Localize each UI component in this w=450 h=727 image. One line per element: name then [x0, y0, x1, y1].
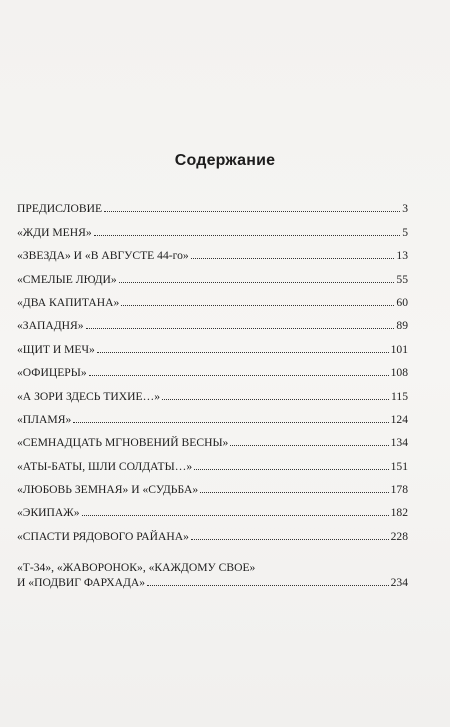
toc-entry — [17, 379, 408, 402]
dot-leader — [147, 585, 389, 586]
toc-entry-title: «ОФИЦЕРЫ» — [17, 366, 87, 380]
dot-leader — [162, 399, 389, 400]
toc-entry — [17, 449, 408, 472]
toc-entry-title: «ЗВЕЗДА» И «В АВГУСТЕ 44-го» — [17, 249, 189, 263]
toc-entry-second-line — [17, 576, 408, 589]
toc-entry-page: 5 — [402, 225, 408, 239]
toc-entry-page: 115 — [391, 389, 408, 403]
toc-entry — [17, 519, 408, 542]
dot-leader — [73, 422, 388, 423]
dot-leader — [191, 539, 389, 540]
toc-entry-page: 101 — [390, 342, 408, 356]
toc-entry-title: «ЩИТ И МЕЧ» — [17, 342, 95, 356]
dot-leader — [191, 258, 395, 259]
toc-entry — [17, 309, 408, 332]
toc-entry-page: 60 — [396, 295, 408, 309]
toc-entry — [17, 496, 408, 519]
toc-entry-title: «ЭКИПАЖ» — [17, 506, 80, 520]
toc-entry-page: 108 — [390, 366, 408, 380]
toc-entry — [17, 332, 408, 355]
dot-leader — [86, 328, 395, 329]
toc-entry-title: «ЖДИ МЕНЯ» — [17, 225, 92, 239]
toc-entry-page: 182 — [390, 506, 408, 520]
toc-entry-title: «А ЗОРИ ЗДЕСЬ ТИХИЕ…» — [17, 389, 161, 403]
toc-entry-page: 89 — [396, 319, 408, 333]
dot-leader — [200, 492, 388, 493]
toc-entry-page: 3 — [402, 202, 408, 216]
toc-entry — [17, 286, 408, 309]
toc-entry — [17, 356, 408, 379]
toc-entry-title: «АТЫ-БАТЫ, ШЛИ СОЛДАТЫ…» — [17, 459, 193, 473]
toc-entry-title: «СМЕЛЫЕ ЛЮДИ» — [17, 272, 117, 286]
toc-entry — [17, 239, 408, 262]
toc-entry — [17, 403, 408, 426]
toc-entry-multiline — [17, 549, 408, 589]
toc-entry-page: 151 — [390, 459, 408, 473]
toc-entry-page: 178 — [390, 483, 408, 497]
toc-entry-page: 13 — [396, 249, 408, 263]
toc-entry-title: «СЕМНАДЦАТЬ МГНОВЕНИЙ ВЕСНЫ» — [17, 436, 229, 450]
dot-leader — [94, 235, 401, 236]
toc-entry — [17, 192, 408, 215]
toc-entry-page: 234 — [390, 575, 408, 589]
toc-entry — [17, 426, 408, 449]
toc-entry-title: «ЛЮБОВЬ ЗЕМНАЯ» И «СУДЬБА» — [17, 483, 199, 497]
toc-entry-page: 228 — [390, 529, 408, 543]
toc-entry-title-line1: «Т-34», «ЖАВОРОНОК», «КАЖДОМУ СВОЕ» — [17, 560, 256, 574]
dot-leader — [230, 445, 388, 446]
toc-entry-title: «СПАСТИ РЯДОВОГО РАЙАНА» — [17, 529, 189, 543]
dot-leader — [89, 375, 389, 376]
toc-entry — [17, 473, 408, 496]
page-title: Содержание — [174, 152, 276, 169]
toc-entry-page: 124 — [390, 412, 408, 426]
toc-entry-page: 134 — [390, 436, 408, 450]
dot-leader — [104, 211, 400, 212]
dot-leader — [82, 515, 389, 516]
toc-entry-title: «ПЛАМЯ» — [17, 412, 72, 426]
toc-entry-title: ПРЕДИСЛОВИЕ — [17, 202, 103, 216]
toc-entry-title-line2: И «ПОДВИГ ФАРХАДА» — [17, 575, 146, 589]
dot-leader — [119, 282, 395, 283]
dot-leader — [121, 305, 394, 306]
dot-leader — [97, 352, 389, 353]
table-of-contents — [17, 192, 408, 589]
toc-entry-title: «ЗАПАДНЯ» — [17, 319, 84, 333]
toc-entry — [17, 215, 408, 238]
toc-entry-title: «ДВА КАПИТАНА» — [17, 295, 120, 309]
toc-entry-page: 55 — [396, 272, 408, 286]
toc-entry — [17, 262, 408, 285]
dot-leader — [194, 469, 388, 470]
